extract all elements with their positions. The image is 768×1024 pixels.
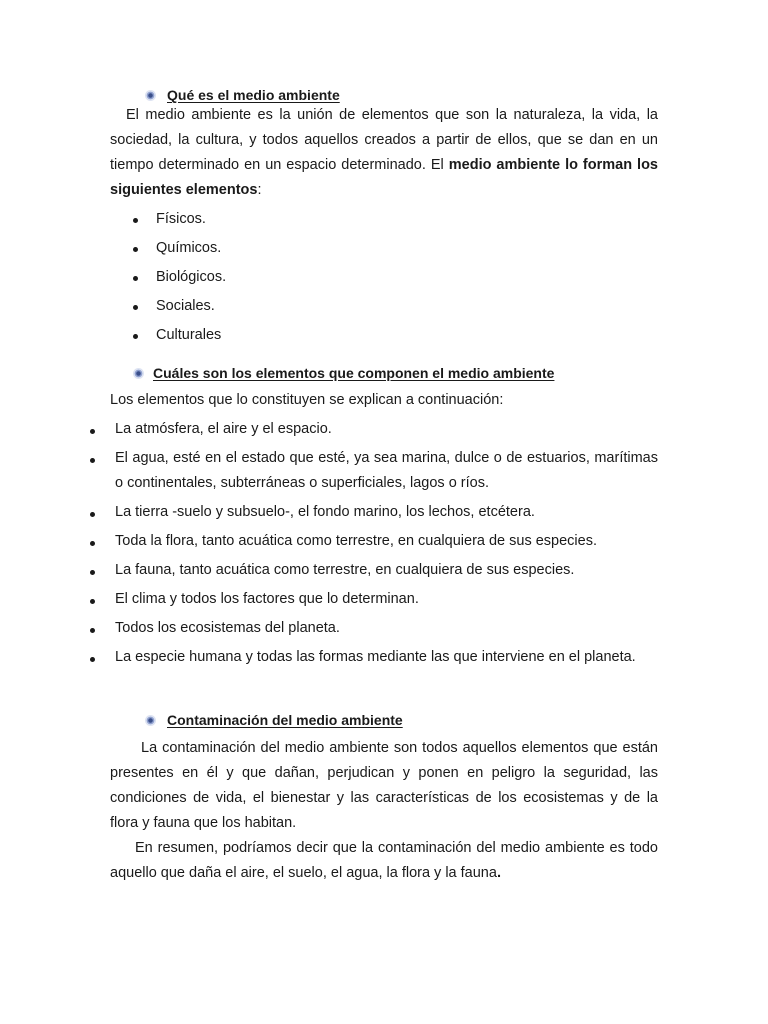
list-bullet-icon: [90, 541, 95, 546]
list-bullet-icon: [133, 276, 138, 281]
list-item: Todos los ecosistemas del planeta.: [115, 620, 340, 636]
list-bullet-icon: [90, 570, 95, 575]
list-item: El clima y todos los factores que lo determinan.: [115, 591, 419, 607]
list-item: La especie humana y todas las formas mediante las que interviene en el planeta.: [115, 649, 636, 665]
list-bullet-icon: [90, 628, 95, 633]
section-heading-que-es: [145, 86, 340, 104]
list-item: Químicos.: [156, 240, 222, 256]
heading-text: Qué es el medio ambiente: [167, 87, 340, 103]
heading-text: Cuáles son los elementos que componen el medio ambiente: [153, 365, 555, 381]
contamination-paragraph: La contaminación del medio ambiente son todos aquellos elementos que están presentes en él y que dañan, perjudican y ponen en peligro la seguridad, las condiciones de vida, el bienestar y las características de los ecosistemas y de la flora y fauna que los habitan.: [110, 740, 658, 831]
round-bullet-icon: [133, 368, 144, 379]
list-bullet-icon: [133, 247, 138, 252]
intro-paragraph: El medio ambiente es la unión de elementos que son la naturaleza, la vida, la sociedad, la cultura, y todos aquellos creados a partir de ellos, que se dan en un tiempo determinado en un espacio determinado. El medio ambiente lo forman los siguientes elementos:: [110, 107, 659, 198]
list-bullet-icon: [90, 429, 95, 434]
summary-paragraph: En resumen, podríamos decir que la contaminación del medio ambiente es todo aquello que daña el aire, el suelo, el agua, la flora y la fauna.: [110, 840, 658, 881]
list-item: Toda la flora, tanto acuática como terrestre, en cualquiera de sus especies.: [115, 533, 597, 549]
round-bullet-icon: [145, 90, 156, 101]
list-item: El agua, esté en el estado que esté, ya sea marina, dulce o de estuarios, marítimas o continentales, subterráneas o superficiales, lagos o ríos.: [115, 450, 658, 491]
list-item: Sociales.: [156, 298, 215, 314]
list-bullet-icon: [90, 458, 95, 463]
list-item: Biológicos.: [156, 269, 227, 285]
round-bullet-icon: [145, 715, 156, 726]
list-item: La atmósfera, el aire y el espacio.: [115, 421, 332, 437]
section-heading-contaminacion: [145, 711, 403, 729]
list-item: La tierra -suelo y subsuelo-, el fondo marino, los lechos, etcétera.: [115, 504, 535, 520]
list-item: Culturales: [156, 327, 222, 343]
list-bullet-icon: [133, 218, 138, 223]
list-item: La fauna, tanto acuática como terrestre, en cualquiera de sus especies.: [115, 562, 575, 578]
list-bullet-icon: [133, 305, 138, 310]
list-bullet-icon: [90, 657, 95, 662]
list-item: Físicos.: [156, 211, 206, 227]
list-bullet-icon: [133, 334, 138, 339]
heading-text: Contaminación del medio ambiente: [167, 712, 403, 728]
list-bullet-icon: [90, 512, 95, 517]
section2-intro: Los elementos que lo constituyen se explican a continuación:: [110, 392, 504, 408]
bold-phrase: medio ambiente lo forman los siguientes elementos: [110, 157, 659, 198]
list-bullet-icon: [90, 599, 95, 604]
section-heading-cuales: [133, 364, 554, 382]
